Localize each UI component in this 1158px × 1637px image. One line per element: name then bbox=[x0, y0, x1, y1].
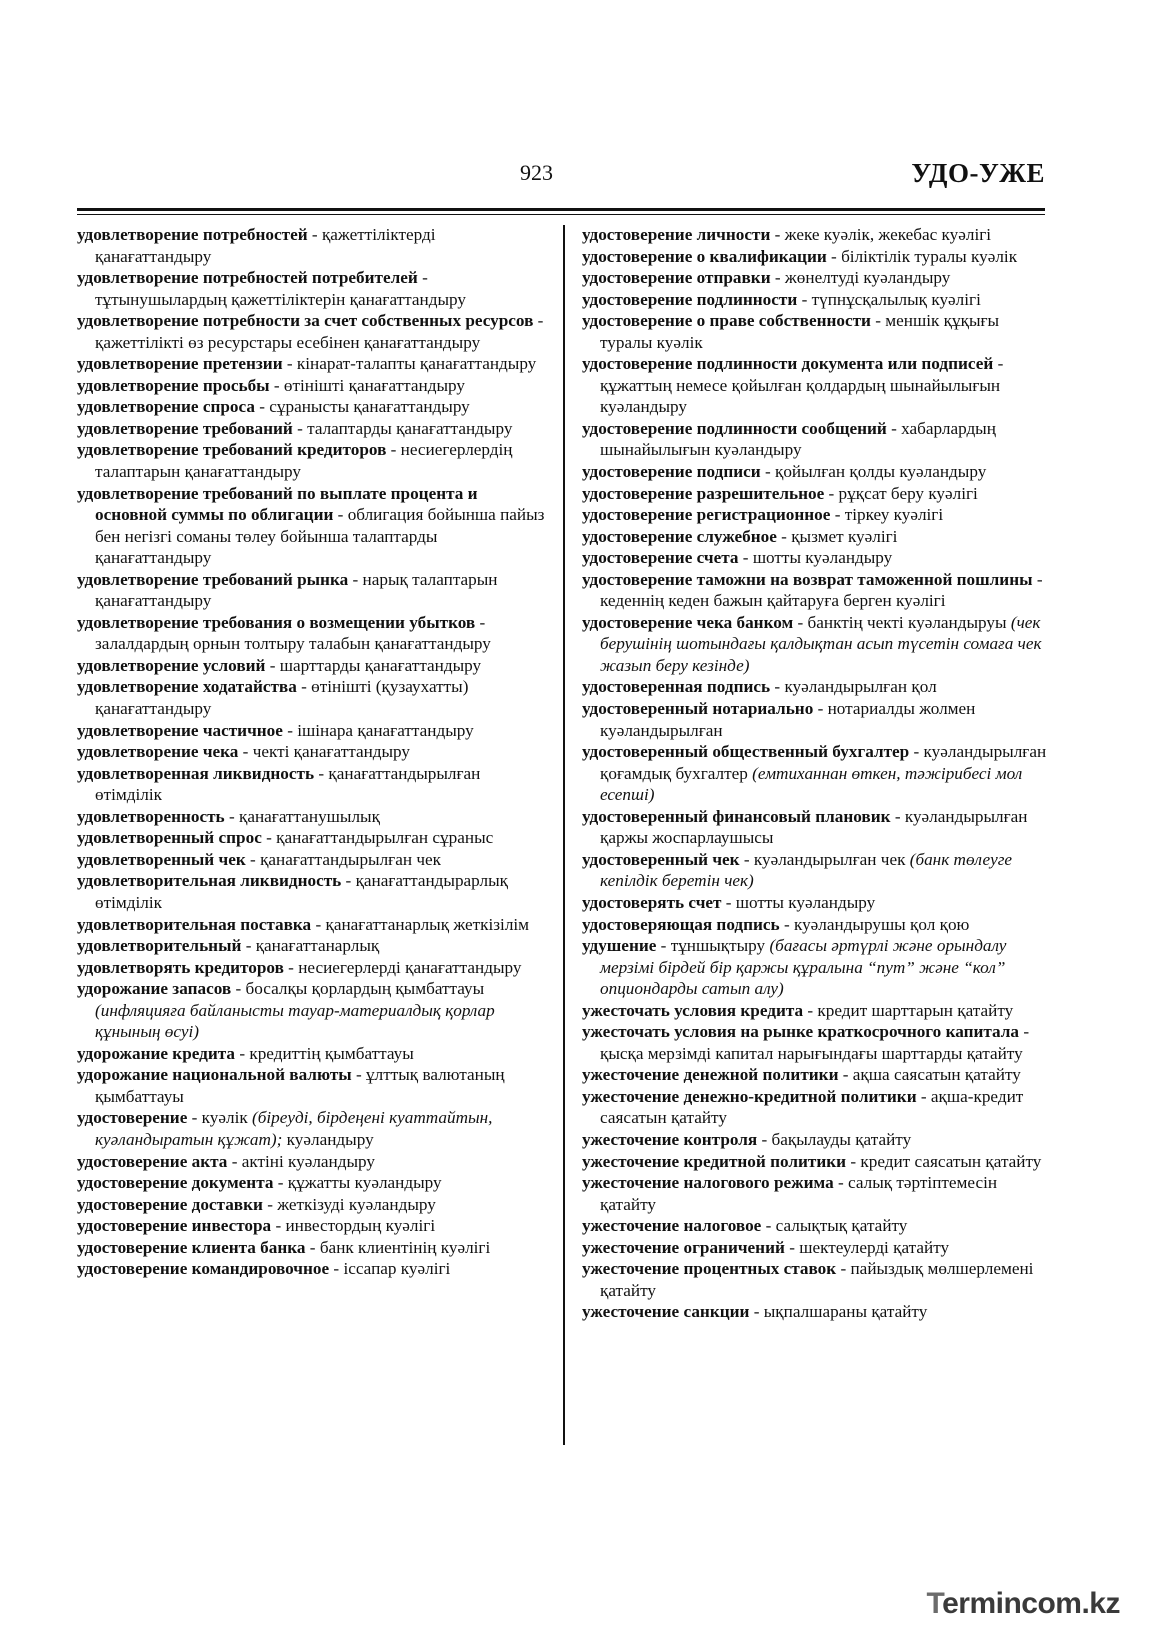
entry-term: удостоверенная подпись bbox=[582, 677, 771, 697]
entry-term: удушение bbox=[582, 936, 657, 956]
entry-term: удовлетворение частичное bbox=[77, 720, 283, 740]
entry-term: удовлетворение требования о возмещении убытков bbox=[77, 612, 476, 632]
entry-translation: - залалдардың орнын толтыру талабын қанағаттандыру bbox=[95, 612, 491, 654]
entry-term: удостоверение разрешительное bbox=[582, 483, 825, 503]
entry-term: удовлетворение просьбы bbox=[77, 375, 270, 395]
entry-term: удовлетворительный bbox=[77, 936, 242, 956]
dictionary-entry bbox=[582, 224, 1052, 246]
dictionary-entry bbox=[77, 612, 547, 655]
entry-term: удовлетворение спроса bbox=[77, 397, 255, 417]
dictionary-entry bbox=[77, 655, 547, 677]
entry-translation: - бақылауды қатайту bbox=[757, 1129, 912, 1149]
dictionary-entry bbox=[582, 504, 1052, 526]
dictionary-entry bbox=[77, 720, 547, 742]
dictionary-entry bbox=[582, 1258, 1052, 1301]
dictionary-entry bbox=[77, 1064, 547, 1107]
entry-term: удостоверение личности bbox=[582, 225, 771, 244]
entry-term: ужесточение кредитной политики bbox=[582, 1151, 847, 1171]
entry-translation: - қанағаттандырылған өтімділік bbox=[95, 763, 481, 805]
entry-term: удостоверение инвестора bbox=[77, 1216, 272, 1236]
dictionary-entry bbox=[77, 1194, 547, 1216]
entry-note: (чек берушінің шотындағы қалдықтан асып түсетін сомаға чек жазып беру кезінде) bbox=[600, 612, 1042, 675]
entry-translation: - актіні куәландыру bbox=[227, 1151, 376, 1171]
entry-term: удорожание кредита bbox=[77, 1043, 236, 1063]
dictionary-entry bbox=[582, 461, 1052, 483]
entry-term: удовлетворенный спрос bbox=[77, 828, 262, 848]
entry-translation: - нарық талаптарын қанағаттандыру bbox=[95, 569, 498, 611]
entry-translation: - құжатты куәландыру bbox=[273, 1173, 442, 1193]
left-column bbox=[77, 224, 547, 1280]
entry-term: ужесточение налогового режима bbox=[582, 1173, 834, 1193]
entry-note: (бағасы әртүрлі және орындалу мерзімі бірдей бір қаржы құралына “пут” және “кол” опциондарды сатып алу) bbox=[600, 936, 1007, 999]
dictionary-entry bbox=[582, 612, 1052, 677]
entry-term: удовлетворение претензии bbox=[77, 354, 283, 374]
entry-term: удовлетворять кредиторов bbox=[77, 957, 284, 977]
entry-term: ужесточение налоговое bbox=[582, 1216, 762, 1236]
dictionary-entry bbox=[582, 1086, 1052, 1129]
entry-term: удовлетворительная ликвидность bbox=[77, 871, 342, 891]
entry-translation: - қажеттілікті өз ресурстары есебінен қанағаттандыру bbox=[95, 311, 544, 352]
entry-term: удостоверение подлинности bbox=[582, 289, 798, 309]
dictionary-entry bbox=[582, 698, 1052, 741]
dictionary-entry bbox=[77, 1237, 547, 1259]
dictionary-entry bbox=[77, 1258, 547, 1280]
entry-translation: - қанағаттандырылған чек bbox=[245, 849, 441, 869]
entry-translation: - меншік құқығы туралы куәлік bbox=[600, 311, 1000, 352]
entry-translation: - шарттарды қанағаттандыру bbox=[265, 655, 482, 675]
entry-term: удовлетворение потребностей bbox=[77, 225, 308, 244]
entry-term: удостоверенный нотариально bbox=[582, 699, 814, 719]
dictionary-entry bbox=[582, 483, 1052, 505]
dictionary-entry bbox=[77, 1151, 547, 1173]
entry-translation: - тұтынушылардың қажеттіліктерін қанағаттандыру bbox=[95, 268, 466, 309]
entry-translation: - іссапар куәлігі bbox=[329, 1259, 451, 1279]
entry-translation: - куәландырылған чек bbox=[739, 849, 910, 869]
dictionary-entry bbox=[582, 849, 1052, 892]
entry-translation: - өтінішті қанағаттандыру bbox=[269, 375, 465, 395]
dictionary-entry bbox=[582, 526, 1052, 548]
entry-term: удовлетворенная ликвидность bbox=[77, 763, 315, 783]
entry-term: ужесточение ограничений bbox=[582, 1237, 785, 1257]
dictionary-entry bbox=[582, 935, 1052, 1000]
entry-term: удовлетворенный чек bbox=[77, 849, 246, 869]
entry-term: удостоверение документа bbox=[77, 1173, 274, 1193]
dictionary-entry bbox=[582, 418, 1052, 461]
dictionary-entry bbox=[582, 892, 1052, 914]
dictionary-entry bbox=[582, 246, 1052, 268]
entry-translation: - нотариалды жолмен куәландырылған bbox=[600, 699, 976, 740]
entry-translation: - куәлік bbox=[187, 1108, 252, 1128]
entry-translation: - кредиттің қымбаттауы bbox=[235, 1043, 414, 1063]
entry-note: (біреуді, бірдеңені куаттайтын, куәландыратын құжат); bbox=[95, 1108, 493, 1149]
entry-term: удорожание запасов bbox=[77, 979, 232, 999]
entry-translation: - кінарат-талапты қанағаттандыру bbox=[282, 354, 537, 374]
entry-translation: - қанағаттанушылық bbox=[224, 806, 380, 826]
dictionary-entry bbox=[77, 806, 547, 828]
entry-term: удорожание национальной валюты bbox=[77, 1065, 352, 1085]
entry-translation: - талаптарды қанағаттандыру bbox=[292, 418, 513, 438]
dictionary-entry bbox=[77, 483, 547, 569]
dictionary-entry bbox=[77, 870, 547, 913]
entry-translation: - сұранысты қанағаттандыру bbox=[254, 397, 470, 417]
entry-translation: - хабарлардың шынайылығын куәландыру bbox=[600, 418, 996, 460]
entry-term: удовлетворение требований рынка bbox=[77, 569, 349, 589]
dictionary-entry bbox=[77, 375, 547, 397]
dictionary-entry bbox=[582, 1237, 1052, 1259]
entry-translation: - облигация бойынша пайыз бен негізгі соманы төлеу бойынша талаптарды қанағаттандыру bbox=[95, 505, 545, 568]
dictionary-entry bbox=[582, 914, 1052, 936]
dictionary-entry bbox=[582, 1064, 1052, 1086]
entry-translation: - жөнелтуді куәландыру bbox=[770, 268, 951, 288]
entry-translation: - қанағаттанарлық bbox=[241, 936, 380, 956]
header-rule-thin bbox=[77, 214, 1045, 215]
dictionary-entry bbox=[77, 1107, 547, 1150]
entry-term: удостоверение доставки bbox=[77, 1194, 263, 1214]
entry-translation: - рұқсат беру куәлігі bbox=[824, 483, 978, 503]
entry-term: удостоверение служебное bbox=[582, 526, 777, 546]
dictionary-entry bbox=[582, 547, 1052, 569]
entry-note: (емтиханнан өткен, тәжірибесі мол есепші) bbox=[600, 763, 1023, 805]
dictionary-entry bbox=[77, 1215, 547, 1237]
entry-translation: - қажеттіліктерді қанағаттандыру bbox=[95, 225, 436, 266]
entry-term: удостоверение подлинности сообщений bbox=[582, 418, 887, 438]
entry-translation: - тіркеу куәлігі bbox=[830, 505, 944, 525]
dictionary-entry bbox=[582, 1000, 1052, 1022]
entry-translation: - салық тәртіптемесін қатайту bbox=[600, 1173, 998, 1214]
entry-term: удостоверение подписи bbox=[582, 462, 761, 482]
dictionary-entry bbox=[77, 957, 547, 979]
dictionary-entry bbox=[582, 1129, 1052, 1151]
entry-term: удовлетворение потребностей потребителей bbox=[77, 268, 418, 288]
entry-note: (инфляцияға байланысты тауар-материалдық қорлар құнының өсуі) bbox=[95, 1000, 495, 1042]
dictionary-entry bbox=[582, 1215, 1052, 1237]
entry-translation: - жеке куәлік, жекебас куәлігі bbox=[770, 225, 992, 244]
entry-term: удовлетворительная поставка bbox=[77, 914, 312, 934]
entry-translation: - қызмет куәлігі bbox=[776, 526, 898, 546]
entry-translation: - пайыздық мөлшерлемені қатайту bbox=[600, 1259, 1034, 1300]
right-column bbox=[582, 224, 1052, 1323]
entry-translation: - салықтық қатайту bbox=[761, 1216, 908, 1236]
entry-term: удостоверяющая подпись bbox=[582, 914, 780, 934]
entry-translation: - кеденнің кеден бажын қайтаруға берген куәлігі bbox=[600, 569, 1043, 611]
entry-translation: - құжаттың немесе қойылған қолдардың шынайылығын куәландыру bbox=[600, 354, 1004, 417]
entry-translation: - несиегерлердің талаптарын қанағаттандыру bbox=[95, 440, 513, 482]
dictionary-entry bbox=[582, 1151, 1052, 1173]
entry-translation: - ақша саясатын қатайту bbox=[838, 1065, 1021, 1085]
entry-term: удостоверение счета bbox=[582, 548, 739, 568]
entry-translation: - қойылған қолды куәландыру bbox=[760, 462, 987, 482]
entry-term: удостоверение подлинности документа или подписей bbox=[582, 354, 994, 374]
entry-translation: - банк клиентінің куәлігі bbox=[305, 1237, 491, 1257]
entry-translation: - инвестордың куәлігі bbox=[271, 1216, 436, 1236]
dictionary-entry bbox=[582, 1021, 1052, 1064]
entry-term: удостоверение командировочное bbox=[77, 1259, 330, 1279]
entry-translation: - жеткізуді куәландыру bbox=[262, 1194, 436, 1214]
dictionary-entry bbox=[77, 914, 547, 936]
entry-translation: - қанағаттанарлық жеткізілім bbox=[311, 914, 530, 934]
entry-term: удостоверенный чек bbox=[582, 849, 740, 869]
entry-term: ужесточение денежной политики bbox=[582, 1065, 839, 1085]
entry-translation: - куәландырылған қоғамдық бухгалтер bbox=[600, 742, 1047, 783]
entry-term: удостоверение чека банком bbox=[582, 612, 794, 632]
dictionary-entry bbox=[582, 806, 1052, 849]
entry-translation: - қанағаттандырылған сұраныс bbox=[261, 828, 494, 848]
entry-translation: - тұншықтыру bbox=[656, 936, 770, 956]
entry-translation: - куәландырылған қол bbox=[770, 677, 937, 697]
entry-term: удовлетворение требований по выплате процента и основной суммы по облигации bbox=[77, 483, 478, 525]
entry-term: удостоверенный финансовый плановик bbox=[582, 806, 891, 826]
dictionary-entry bbox=[77, 267, 547, 310]
entry-translation: - ықпалшараны қатайту bbox=[749, 1302, 928, 1322]
entry-term: удовлетворение ходатайства bbox=[77, 677, 297, 697]
entry-term: удостоверение акта bbox=[77, 1151, 228, 1171]
entry-term: удостоверение bbox=[77, 1108, 188, 1128]
entry-translation: - шотты куәландыру bbox=[721, 892, 876, 912]
column-divider bbox=[563, 225, 565, 1445]
entry-translation: - чекті қанағаттандыру bbox=[238, 742, 411, 762]
dictionary-entry bbox=[582, 267, 1052, 289]
entry-term: удовлетворение требований bbox=[77, 418, 293, 438]
entry-term: удовлетворение требований кредиторов bbox=[77, 440, 387, 460]
dictionary-entry bbox=[77, 978, 547, 1043]
dictionary-entry bbox=[582, 1301, 1052, 1323]
entry-term: ужесточение процентных ставок bbox=[582, 1259, 837, 1279]
dictionary-entry bbox=[77, 353, 547, 375]
entry-translation: - банктің чекті куәландыруы bbox=[793, 612, 1011, 632]
entry-translation-extra: куәландыру bbox=[282, 1129, 374, 1149]
dictionary-entry bbox=[77, 827, 547, 849]
dictionary-entry bbox=[77, 569, 547, 612]
dictionary-entry bbox=[582, 353, 1052, 418]
dictionary-entry bbox=[582, 1172, 1052, 1215]
header-rule bbox=[77, 208, 1045, 211]
dictionary-entry bbox=[77, 1172, 547, 1194]
dictionary-entry bbox=[77, 763, 547, 806]
watermark-logo: Termincom.kz bbox=[926, 1587, 1120, 1620]
entry-term: ужесточение санкции bbox=[582, 1302, 750, 1322]
entry-translation: - біліктілік туралы куәлік bbox=[826, 246, 1018, 266]
entry-term: удостоверение регистрационное bbox=[582, 505, 831, 525]
entry-term: удостоверенный общественный бухгалтер bbox=[582, 742, 910, 762]
entry-note: (банк төлеуге кепілдік беретін чек) bbox=[600, 849, 1013, 891]
entry-term: ужесточение денежно-кредитной политики bbox=[582, 1086, 917, 1106]
entry-translation: - ақша-кредит саясатын қатайту bbox=[600, 1086, 1024, 1128]
dictionary-entry bbox=[77, 676, 547, 719]
entry-translation: - шотты куәландыру bbox=[738, 548, 893, 568]
section-title: УДО-УЖЕ bbox=[911, 158, 1045, 188]
dictionary-entry bbox=[77, 310, 547, 353]
entry-term: удостоверять счет bbox=[582, 892, 722, 912]
entry-term: удовлетворенность bbox=[77, 806, 225, 826]
entry-translation: - ұлттық валютаның қымбаттауы bbox=[95, 1065, 505, 1106]
dictionary-entry bbox=[582, 310, 1052, 353]
entry-translation: - қысқа мерзімді капитал нарығындағы шарттарды қатайту bbox=[600, 1022, 1030, 1063]
dictionary-entry bbox=[582, 289, 1052, 311]
entry-term: удостоверение о квалификации bbox=[582, 246, 827, 266]
dictionary-entry bbox=[77, 849, 547, 871]
entry-translation: - несиегерлерді қанағаттандыру bbox=[283, 957, 522, 977]
entry-translation: - түпнұсқалылық куәлігі bbox=[797, 289, 981, 309]
dictionary-entry bbox=[582, 676, 1052, 698]
entry-translation: - кредит саясатын қатайту bbox=[846, 1151, 1042, 1171]
entry-term: ужесточать условия кредита bbox=[582, 1000, 804, 1020]
dictionary-entry bbox=[77, 439, 547, 482]
entry-translation: - шектеулерді қатайту bbox=[784, 1237, 950, 1257]
entry-translation: - босалқы қорлардың қымбаттауы bbox=[231, 979, 485, 999]
entry-term: удовлетворение условий bbox=[77, 655, 266, 675]
dictionary-entry bbox=[77, 741, 547, 763]
dictionary-entry bbox=[582, 741, 1052, 806]
entry-translation: - өтінішті (қузаухатты) қанағаттандыру bbox=[95, 677, 469, 719]
entry-translation: - қанағаттандырарлық өтімділік bbox=[95, 871, 509, 912]
page-number: 923 bbox=[520, 160, 553, 185]
entry-term: удостоверение о праве собственности bbox=[582, 311, 871, 331]
dictionary-entry bbox=[77, 396, 547, 418]
entry-term: удостоверение клиента банка bbox=[77, 1237, 306, 1257]
entry-translation: - кредит шарттарын қатайту bbox=[803, 1000, 1014, 1020]
entry-translation: - ішінара қанағаттандыру bbox=[282, 720, 474, 740]
dictionary-entry bbox=[77, 224, 547, 267]
entry-translation: - куәландырушы қол қою bbox=[779, 914, 970, 934]
entry-term: ужесточать условия на рынке краткосрочного капитала bbox=[582, 1022, 1020, 1042]
dictionary-entry bbox=[77, 1043, 547, 1065]
dictionary-entry bbox=[77, 935, 547, 957]
entry-term: ужесточение контроля bbox=[582, 1129, 758, 1149]
dictionary-entry bbox=[77, 418, 547, 440]
entry-term: удостоверение таможни на возврат таможенной пошлины bbox=[582, 569, 1033, 589]
entry-term: удовлетворение чека bbox=[77, 742, 239, 762]
dictionary-entry bbox=[582, 569, 1052, 612]
entry-translation: - куәландырылған қаржы жоспарлаушысы bbox=[600, 806, 1028, 848]
entry-term: удостоверение отправки bbox=[582, 268, 771, 288]
entry-term: удовлетворение потребности за счет собственных ресурсов bbox=[77, 311, 534, 331]
